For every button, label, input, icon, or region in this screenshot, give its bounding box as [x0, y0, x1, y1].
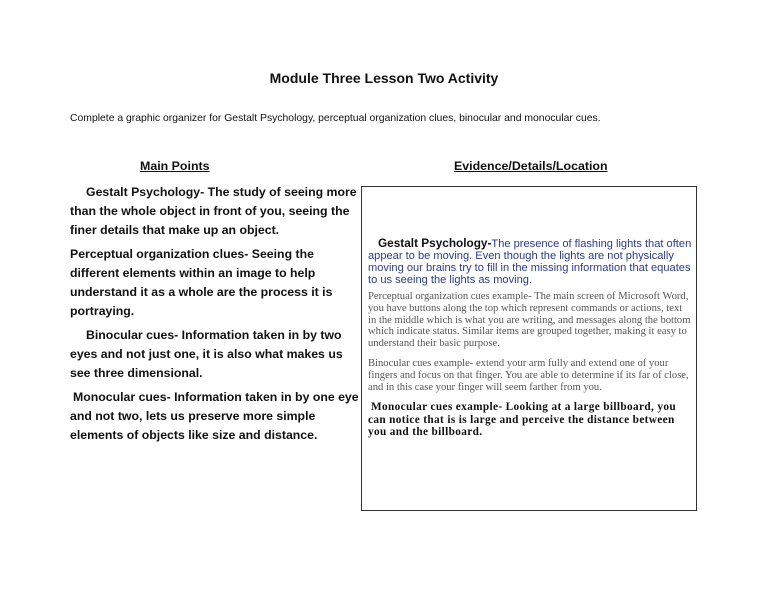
evidence-gestalt-text: The presence of flashing lights that often appear to be moving. Even though the lights are not physically moving our brains try to fill in the missing information that equates to us seeing the lights as moving.: [368, 238, 692, 286]
intro-text: Complete a graphic organizer for Gestalt Psychology, perceptual organization clues, binocular and monocular cues.: [70, 113, 601, 124]
main-point-monocular: Monocular cues- Information taken in by one eye and not two, lets us preserve more simple elements of objects like size and distance.: [70, 390, 359, 442]
evidence-content: [368, 237, 692, 439]
main-point-gestalt: Gestalt Psychology- The study of seeing more than the whole object in front of you, seeing the finer details that make up an object.: [70, 185, 357, 237]
evidence-perceptual: Perceptual organization cues example- The main screen of Microsoft Word, you have buttons along the top which represent commands or actions, text in the middle which is what you are writing, and messages along the bottom which indicate status. Similar items are grouped together, making it easy to understand their basic purpose.: [368, 291, 691, 350]
evidence-gestalt: [368, 237, 692, 286]
evidence-monocular: Monocular cues example- Looking at a large billboard, you can notice that is is large and perceive the distance between you and the billboard.: [368, 401, 676, 439]
evidence-box: [361, 186, 697, 511]
main-points-column: [70, 183, 360, 450]
document-title: Module Three Lesson Two Activity: [269, 70, 499, 86]
main-point-binocular: Binocular cues- Information taken in by two eyes and not just one, it is also what makes us see three dimensional.: [70, 328, 343, 380]
main-point-perceptual: Perceptual organization clues- Seeing the different elements within an image to help understand it as a whole are the process it is portraying.: [70, 247, 333, 318]
evidence-binocular: Binocular cues example- extend your arm fully and extend one of your fingers and focus on that finger. You are able to determine if its far of close, and in this case your finger will seem farther from you.: [368, 357, 689, 393]
main-points-heading: Main Points: [140, 159, 210, 173]
evidence-gestalt-label: Gestalt Psychology-: [378, 236, 492, 250]
evidence-heading: Evidence/Details/Location: [454, 159, 608, 173]
